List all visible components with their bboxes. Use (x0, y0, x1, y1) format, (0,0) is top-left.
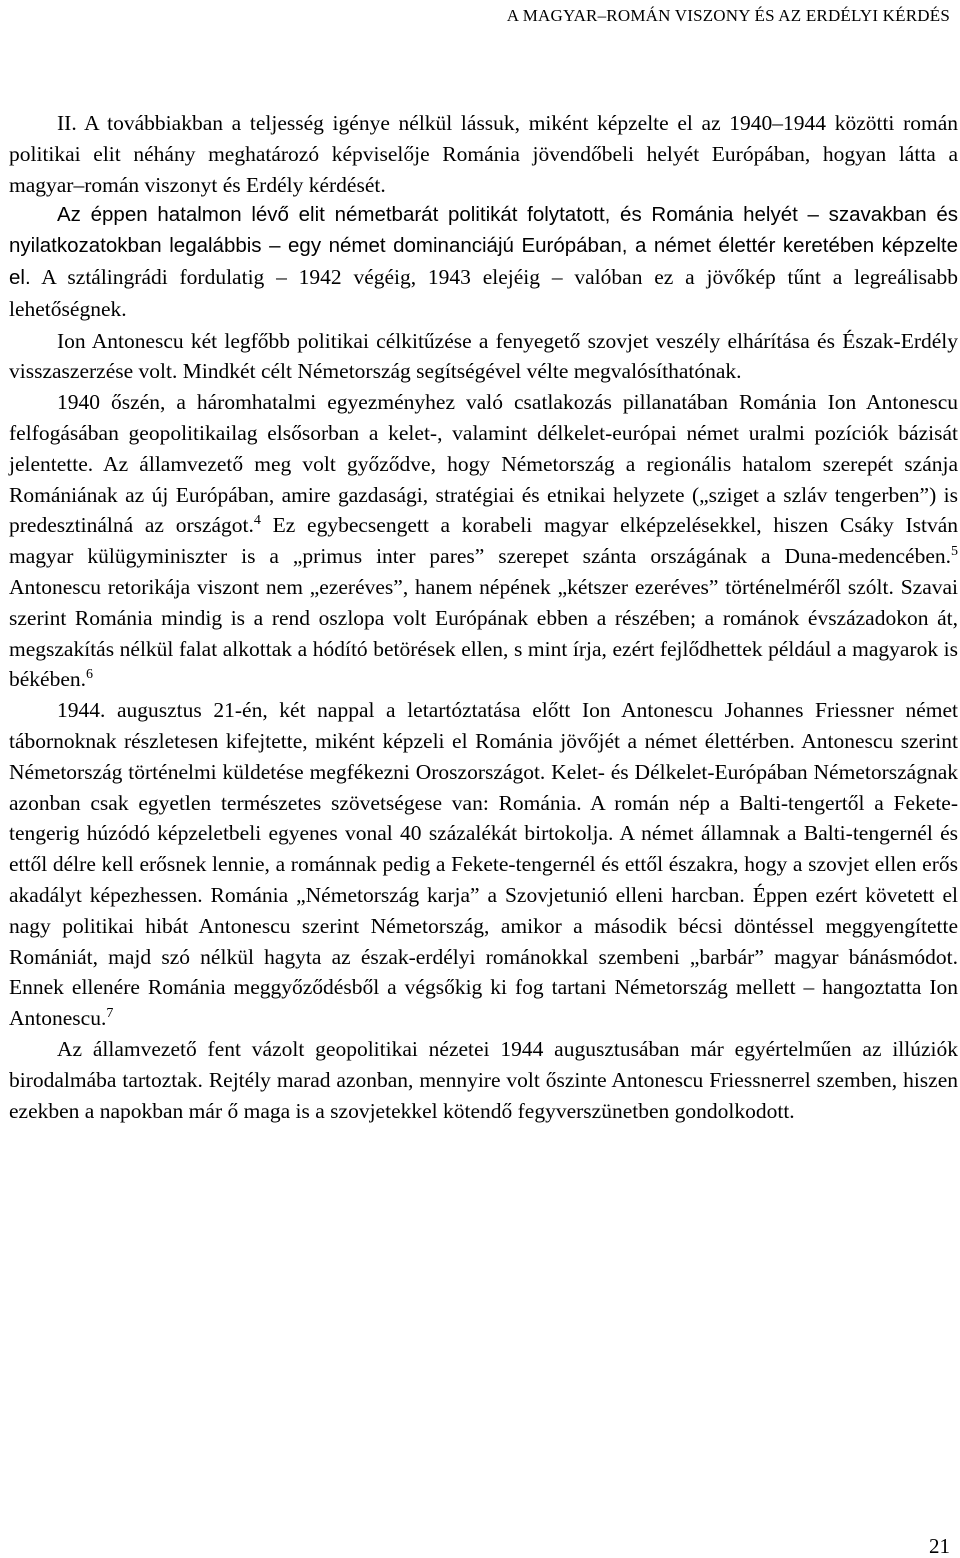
paragraph-3: Ion Antonescu két legfőbb politikai célkitűzése a fenyegető szovjet veszély elhárítása és Észak-Erdély visszaszerzése volt. Mindkét célt Németország segítségével vélte megvalósíthatónak. (9, 328, 958, 384)
paragraph-1: II. A továbbiakban a teljesség igénye nélkül lássuk, miként képzelte el az 1940–1944 közötti román politikai elit néhány meghatározó képviselője Románia jövendőbeli helyét Európában, hogyan látta a magyar–román viszonyt és Erdély kérdését. (9, 111, 958, 197)
paragraph-6: Az államvezető fent vázolt geopolitikai nézetei 1944 augusztusában már egyértelműen az illúziók birodalmába tartoztak. Rejtély marad azonban, mennyire volt őszinte Antonescu Friessnerrel szemben, hiszen ezekben a napokban már ő maga is a szovjetekkel kötendő fegyverszünetben gondolkodott. (9, 1036, 958, 1123)
paragraph-4-part-a: 1940 őszén, a háromhatalmi egyezményhez való csatlakozás pillanatában Románia Ion Antonescu felfogásában geopolitikailag elsősorban a kelet-, valamint délkelet-európai német uralmi pozíciók bázisát jelentette. Az államvezető meg volt győződve, hogy Németország a regionális hatalom szerepét szánja Romániának az új Európában, amire gazdasági, stratégiai és etnikai helyzete („sziget a szláv tengerben”) is predesztinálná az országot. (9, 390, 958, 538)
paragraph-5-text: 1944. augusztus 21-én, két nappal a letartóztatása előtt Ion Antonescu Johannes Friessner német tábornoknak részletesen kifejtette, miként képzeli el Románia jövőjét a német élettérben. Antonescu szerint Németország történelmi küldetése megfékezni Oroszországot. Kelet- és Délkelet-Európában Németországnak azonban csak egyetlen természetes szövetségese van: Románia. A román nép a Balti-tengertől a Fekete-tengerig húzódó képzeletbeli egyenes vonal 40 százalékát birtokolja. A német államnak a Balti-tengernél és ettől délre kell erősnek lennie, a románnak pedig a Fekete-tengernél és ettől északra, hogy a szovjet ellen erős akadályt képezhessen. Románia „Németország karja” a Szovjetunió elleni harcban. Éppen ezért követett el nagy politikai hibát Antonescu szerint Németország, amikor a második bécsi döntéssel meggyengítette Romániát, majd szó nélkül hagyta az észak-erdélyi románokkal szembeni „barbár” magyar bánásmódot. Ennek ellenére Románia meggyőződésből a végsőkig ki fog tartani Németország mellett – hangoztatta Ion Antonescu. (9, 698, 958, 1031)
paragraph-2-part-b: A sztálingrádi fordulatig – 1942 végéig, 1943 elejéig – valóban ez a jövőkép tűnt a legreálisabb lehetőségnek. (9, 264, 958, 321)
footnote-ref-7[interactable]: 7 (106, 1005, 114, 1021)
footnote-ref-6[interactable]: 6 (86, 667, 94, 683)
footnote-ref-5[interactable]: 5 (951, 544, 958, 559)
running-head: A MAGYAR–ROMÁN VISZONY ÉS AZ ERDÉLYI KÉRDÉS (506, 6, 950, 25)
body-text (9, 108, 958, 1126)
page-number: 21 (929, 1534, 950, 1558)
footnote-ref-4[interactable]: 4 (253, 513, 261, 529)
paragraph-5 (9, 695, 958, 1034)
paragraph-4-part-b: Ez egybecsengett a korabeli magyar elképzelésekkel, hiszen Csáky István magyar külügyminiszter is a „primus inter pares” szerepet szánta országának a Duna-medencében. (9, 513, 958, 569)
paragraph-4-part-c: Antonescu retorikája viszont nem „ezeréves”, hanem népének „kétszer ezeréves” történelméről szólt. Szavai szerint Románia mindig is a rend oszlopa volt Európának ebben a részében; a románok évszázadokon át, megszakítás nélkül falat alkottak a hódító betörések ellen, s mint írja, ezért fejlődhettek például a magyarok is békében. (9, 574, 958, 692)
paragraph-4 (9, 387, 958, 695)
paragraph-2 (9, 200, 958, 325)
paragraph-2-part-a: Az éppen hatalmon lévő elit németbarát politikát folytatott, és Románia helyét – szavakban és nyilatkozatokban legalábbis – egy német dominanciájú Európában, a német élettér keretében képzelte el. (9, 203, 958, 289)
